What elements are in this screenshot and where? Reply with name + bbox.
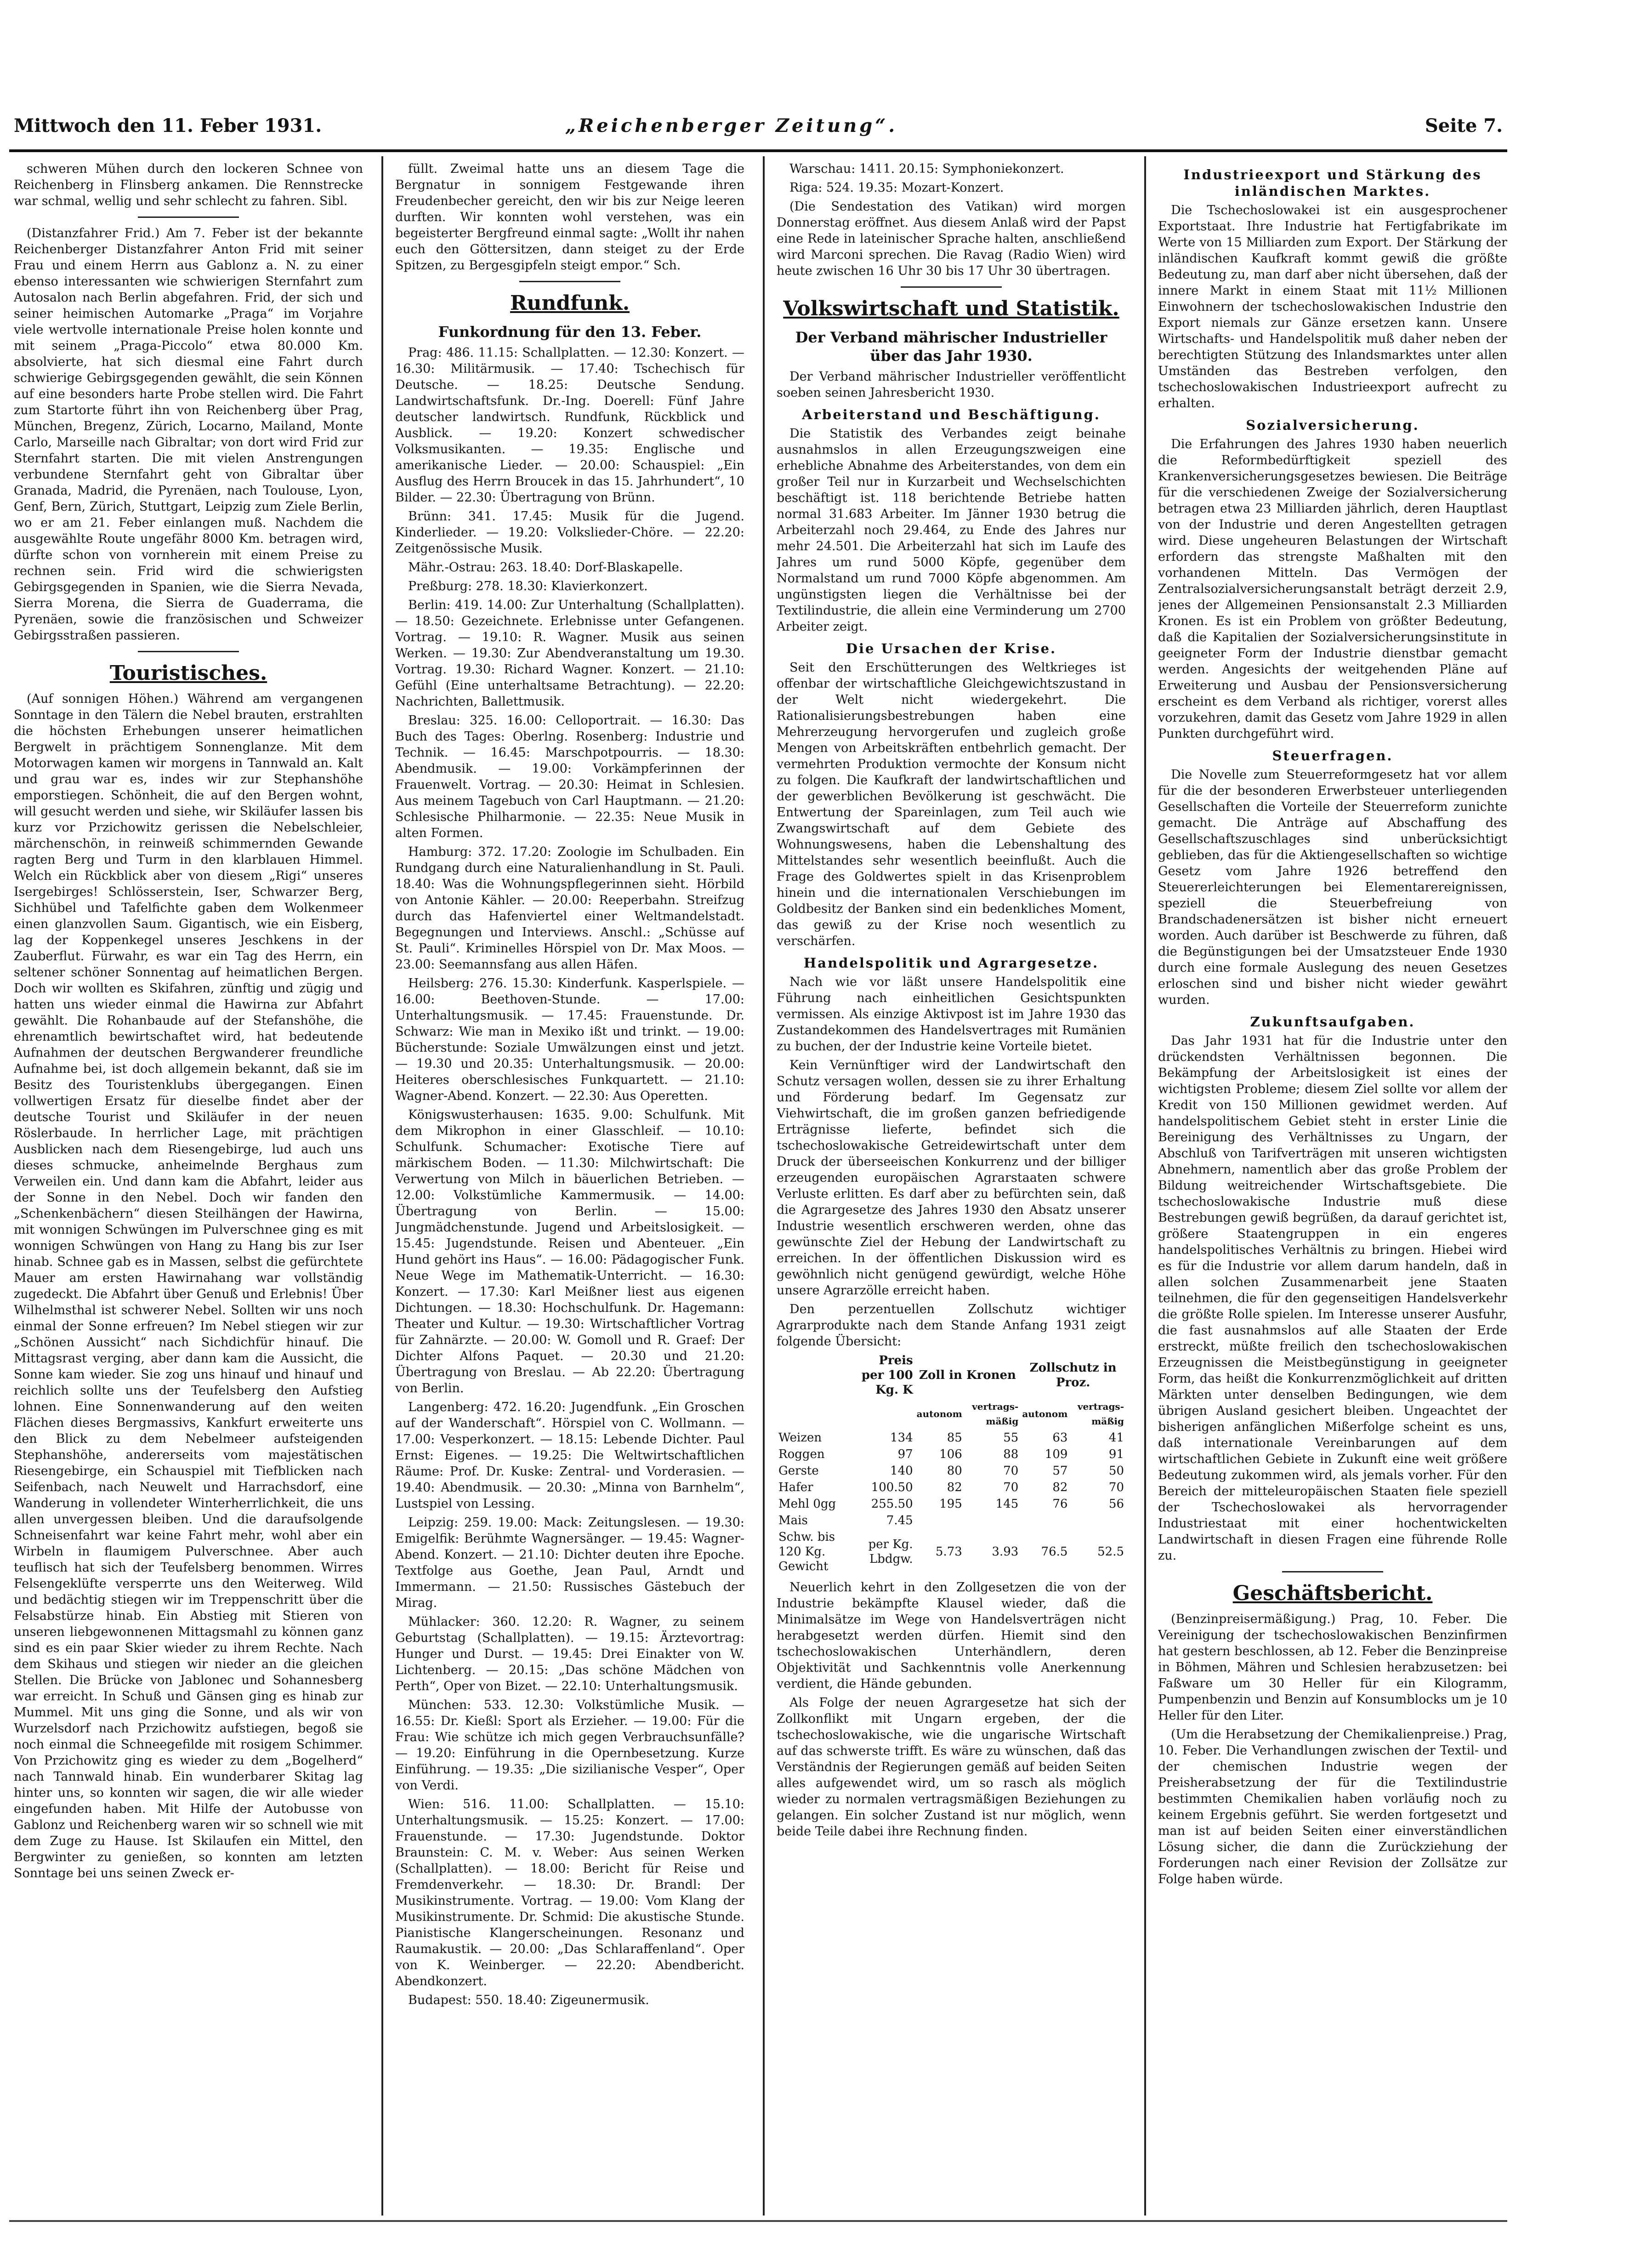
table-cell: 100.50	[871, 1481, 913, 1494]
table-cell: 76	[1052, 1497, 1068, 1511]
table-cell: 195	[939, 1497, 962, 1511]
article-text: Den perzentuellen Zollschutz wichtiger Agrarprodukte nach dem Stande Anfang 1931 zeigt folgende Übersicht:	[777, 1302, 1126, 1349]
table-cell: 106	[939, 1447, 962, 1461]
section-title: Volkswirtschaft und Statistik.	[783, 297, 1119, 320]
table-cell: Schw. bis 120 Kg. Gewicht	[778, 1530, 835, 1573]
header-rule	[9, 149, 1507, 152]
table-cell: 57	[1052, 1464, 1068, 1478]
separator	[138, 216, 239, 218]
table-cell: Hafer	[778, 1481, 813, 1494]
table-body	[777, 1430, 1126, 1575]
tariff-table	[777, 1352, 1126, 1575]
table-cell	[1069, 1512, 1126, 1529]
radio-listing: Wien: 516. 11.00: Schallplatten. — 15.10: Unterhaltungsmusik. — 15.25: Konzert. — 17.00: Frauenstunde. — 17.30: Jugendstunde. Doktor Braunstein: C. M. v. Weber: Aus seinen Werken (Schallplatten). — 18.00: Bericht für Reise und Fremdenverkehr. — 18.30: Dr. Brandl: Der Musikinstrumente. Vortrag. — 19.00: Vom Klang der Musikinstrumente. Dr. Schmid: Die akustische Stunde. Pianistische Klangerscheinungen. Resonanz und Raumakustik. — 20.00: „Das Schlaraffenland“. Oper von K. Weinberger. — 22.20: Abendbericht. Abendkonzert.	[395, 1797, 744, 1988]
article-text: (Die Sendestation des Vatikan) wird morgen Donnerstag eröffnet. Aus diesem Anlaß wird der Papst eine Rede in lateinischer Sprache halten, anschließend wird Marconi sprechen. Die Ravag (Radio Wien) wird heute zwischen 16 Uhr 30 bis 17 Uhr 30 übertragen.	[777, 199, 1126, 278]
article-text: Die Statistik des Verbandes zeigt beinahe ausnahmslos in allen Erzeugungszweigen eine erhebliche Abnahme des Arbeiterstandes, von dem ein großer Teil nur in Kurzarbeit und Wechselschichten beschäftigt ist. 118 berichtende Betriebe hatten normal 31.683 Arbeiter. Im Jänner 1930 betrug die Arbeiterzahl noch 29.464, zu Ende des Jahres nur mehr 24.501. Die Arbeiterzahl hat sich im Laufe des Jahres um rund 5000 Köpfe, gegenüber dem Normalstand um rund 7000 Köpfe abgenommen. Am ungünstigsten liegen die Verhältnisse bei der Textilindustrie, die allein eine Verminderung um 2700 Arbeiter zeigt.	[777, 427, 1126, 634]
section-title: Geschäftsbericht.	[1232, 1582, 1433, 1605]
article-text: füllt. Zweimal hatte uns an diesem Tage die Bergnatur in sonnigem Festgewande ihren Freudenbecher gereicht, den wir bis zur Neige leeren durften. Wir konnten wohl verstehen, was ein begeisterter Bergfreund einmal sagte: „Wollt ihr nahen euch den Göttersitzen, dann steiget zu der Erde Spitzen, zu Bergesgipfeln steigt empor.“ Sch.	[395, 162, 744, 273]
table-cell: 70	[1108, 1481, 1124, 1494]
table-row	[777, 1446, 1126, 1463]
table-cell: 41	[1108, 1431, 1124, 1445]
column-1	[14, 161, 363, 2211]
radio-listing: Berlin: 419. 14.00: Zur Unterhaltung (Schallplatten). — 18.50: Gezeichnete. Erlebnisse unter Gefangenen. Vortrag. — 19.10: R. Wagner. Musik aus seinen Werken. — 19.30: Zur Abendveranstaltung um 19.30. Vortrag. 19.30: Richard Wagner. Konzert. — 21.10: Gefühl (Eine unterhaltsame Betrachtung). — 22.20: Nachrichten, Ballettmusik.	[395, 598, 744, 709]
table-cell: 109	[1045, 1447, 1068, 1461]
table-cell: 55	[1003, 1431, 1019, 1445]
table-cell: 134	[890, 1431, 913, 1445]
section-title: Touristisches.	[109, 661, 267, 685]
table-header-row	[777, 1352, 1126, 1398]
radio-listing: Preßburg: 278. 18.30: Klavierkonzert.	[408, 579, 648, 593]
article-text: schweren Mühen durch den lockeren Schnee von Reichenberg in Flinsberg ankamen. Die Rennstrecke war schmal, wellig und sehr schlecht zu fahren. Sibl.	[14, 162, 363, 208]
table-cell: 3.93	[992, 1545, 1019, 1559]
table-header	[777, 1398, 851, 1430]
table-cell: Weizen	[778, 1431, 822, 1445]
table-header	[777, 1352, 851, 1398]
table-cell: 255.50	[871, 1497, 913, 1511]
subheading: Steuerfragen.	[1272, 748, 1393, 763]
separator	[519, 281, 620, 282]
article-text: Nach wie vor läßt unsere Handelspolitik eine Führung nach einheitlichen Gesichtspunkten vermissen. Als einzige Aktivpost ist im Jahre 1930 das Zustandekommen des Handelsvertrages mit Rumänien zu buchen, der der Industrie keine Vorteile bietet.	[777, 975, 1126, 1054]
footer-rule	[9, 2220, 1507, 2222]
column-divider	[763, 156, 765, 2216]
subheading: Sozialversicherung.	[1246, 417, 1419, 433]
newspaper-title: „Reichenberger Zeitung“.	[565, 115, 898, 137]
radio-listing: Breslau: 325. 16.00: Celloportrait. — 16.30: Das Buch des Tages: Oberlng. Rosenberg: Industrie und Technik. — 16.45: Marschpotpourris. — 18.30: Abendmusik. — 19.00: Vorkämpferinnen der Frauenwelt. Vortrag. — 20.30: Heimat in Schlesien. Aus meinem Tagebuch von Carl Hauptmann. — 21.20: Schlesische Philharmonie. — 22.35: Neue Musik in alten Formen.	[395, 713, 744, 840]
radio-listing: Heilsberg: 276. 15.30: Kinderfunk. Kasperlspiele. — 16.00: Beethoven-Stunde. — 17.00: Unterhaltungsmusik. — 17.45: Frauenstunde. Dr. Schwarz: Wie man in Mexiko ißt und trinkt. — 19.00: Bücherstunde: Soziale Umwälzungen einst und jetzt. — 19.30 und 20.35: Unterhaltungsmusik. — 20.00: Heiteres oberschlesisches Funkquartett. — 21.10: Wagner-Abend. Konzert. — 22.30: Aus Operetten.	[395, 976, 744, 1103]
radio-listing: Budapest: 550. 18.40: Zigeunermusik.	[408, 1993, 649, 2007]
article-text: Neuerlich kehrt in den Zollgesetzen die von der Industrie bekämpfte Klausel wieder, daß die Minimalsätze im Wege von Handelsverträgen nicht herabgesetzt werden dürfen. Hiemit sind den tschechoslowakischen Unterhändlern, deren Objektivität und Sachkenntnis volle Anerkennung verdient, die Hände gebunden.	[777, 1580, 1126, 1691]
article-text: Als Folge der neuen Agrargesetze hat sich der Zollkonflikt mit Ungarn ergeben, der die tschechoslowakische, wie die ungarische Wirtschaft auf das schwerste trifft. Es wäre zu wünschen, daß das Verständnis der Regierungen gemäß auf beiden Seiten alles aufgewendet wird, um so rasch als möglich wieder zu normalen vertragsmäßigen Beziehungen zu gelangen. Ein solcher Zustand ist nur möglich, wenn beide Teile dabei ihre Rechnung finden.	[777, 1696, 1126, 1839]
table-cell: Roggen	[778, 1447, 825, 1461]
table-cell: 91	[1108, 1447, 1124, 1461]
table-row	[777, 1496, 1126, 1512]
radio-listing: Prag: 486. 11.15: Schallplatten. — 12.30: Konzert. — 16.30: Militärmusik. — 17.40: Tschechisch für Deutsche. — 18.25: Deutsche Sendung. Landwirtschaftsfunk. Dr.-Ing. Doerell: Fünf Jahre deutscher landwirtsch. Rundfunk, Rückblick und Ausblick. — 19.20: Konzert schwedischer Volksmusikanten. — 19.35: Englische und amerikanische Lieder. — 20.00: Schauspiel: „Ein Ausflug des Herrn Broucek in das 15. Jahrhundert“, 10 Bilder. — 22.30: Übertragung von Brünn.	[395, 346, 744, 505]
page-number: Seite 7.	[1425, 115, 1503, 137]
table-cell	[1020, 1512, 1069, 1529]
column-4	[1158, 161, 1507, 2211]
issue-date: Mittwoch den 11. Feber 1931.	[14, 115, 322, 137]
separator	[1282, 1571, 1383, 1572]
table-cell: 7.45	[886, 1514, 913, 1527]
radio-listing: München: 533. 12.30: Volkstümliche Musik. — 16.55: Dr. Kießl: Sport als Erzieher. — 19.00: Für die Frau: Wie schütze ich mich gegen Verbrauchsunfälle? — 19.20: Einführung in die Opernbesetzung. Kurze Einführung. — 19.35: „Die sizilianische Vesper“, Oper von Verdi.	[395, 1698, 744, 1793]
table-cell: 97	[897, 1447, 913, 1461]
column-divider	[1144, 156, 1146, 2216]
radio-listing: Mühlacker: 360. 12.20: R. Wagner, zu seinem Geburtstag (Schallplatten). — 19.15: Ärztevortrag: Hunger und Durst. — 19.45: Drei Einakter von W. Lichtenberg. — 20.15: „Das schöne Mädchen von Perth“, Oper von Bizet. — 22.10: Unterhaltungsmusik.	[395, 1615, 744, 1693]
table-subheader: autonom	[916, 1408, 962, 1419]
section-subtitle: Der Verband mährischer Industrieller über das Jahr 1930.	[795, 329, 1107, 365]
table-header	[851, 1398, 915, 1430]
radio-listing: Langenberg: 472. 16.20: Jugendfunk. „Ein Groschen auf der Wanderschaft“. Hörspiel von C. Wollmann. — 17.00: Vesperkonzert. — 18.15: Lebende Dichter. Paul Ernst: Eigenes. — 19.25: Die Weltwirtschaftlichen Räume: Prof. Dr. Kuske: Zentral- und Vorderasien. — 19.40: Abendmusik. — 20.30: „Minna von Barnhelm“, Lustspiel von Lessing.	[395, 1400, 744, 1511]
table-cell: per Kg. Lbdgw.	[868, 1538, 913, 1566]
radio-listing: Brünn: 341. 17.45: Musik für die Jugend. Kinderlieder. — 19.20: Volkslieder-Chöre. — 22.20: Zeitgenössische Musik.	[395, 509, 744, 556]
article-text: Das Jahr 1931 hat für die Industrie unter den drückendsten Verhältnissen begonnen. Die Bekämpfung der Arbeitslosigkeit ist eines der wichtigsten Probleme; diesem Ziel sollte vor allem der Kredit von 150 Millionen gewidmet werden. Auf handelspolitischem Gebiet steht in erster Linie die Bereinigung des Verhältnisses zu Ungarn, der Abschluß von Tarifverträgen mit unseren wichtigsten Abnehmern, namentlich aber das große Problem der Bildung weitreichender Wirtschaftsgebiete. Die tschechoslowakische Industrie muß diese Bestrebungen gewiß begrüßen, da darauf gerichtet ist, größere Staatengruppen in ein engeres handelspolitisches Verhältnis zu bringen. Hiebei wird es für die Industrie vor allem darum handeln, daß in allen solchen Zusammenarbeit jene Staaten teilnehmen, die für den gegenseitigen Handelsverkehr die größte Rolle spielen. Im Interesse unserer Ausfuhr, die fast ausnahmslos auf alle Staaten der Erde erstreckt, müßte freilich den tschechoslowakischen Erzeugnissen die Meistbegünstigung in geeigneter Form, das heißt die Konkurrenzmöglichkeit auf dritten Märkten unter denselben Bedingungen, wie dem übrigen Ausland gesichert bleiben. Ungeachtet der bisherigen anfänglichen Mißerfolge scheint es uns, daß internationale Vereinbarungen auf dem wirtschaftlichen Gebiete in Zukunft eine weit größere Bedeutung zukommen wird, als jemals vorher. Für den Bereich der mitteleuropäischen Staaten fiele speziell der Tschechoslowakei als hervorragender Industriestaat mit einer hochentwickelten Landwirtschaft in diesen Fragen eine führende Rolle zu.	[1158, 1034, 1507, 1563]
table-cell: 63	[1052, 1431, 1068, 1445]
subheading: Handelspolitik und Agrargesetze.	[803, 955, 1099, 971]
article-text: Seit den Erschütterungen des Weltkrieges ist offenbar der wirtschaftliche Gleichgewichtszustand in der Welt nicht wiedergekehrt. Die Rationalisierungsbestrebungen haben eine Mehrerzeugung hervorgerufen und zugleich große Mengen von Arbeitskräften entbehrlich gemacht. Der vermehrten Produktion vermochte der Konsum nicht zu folgen. Die Kaufkraft der landwirtschaftlichen und der gewerblichen Bevölkerung ist geschwächt. Die Entwertung der Spareinlagen, zum Teil auch wie Zwangswirtschaft auf dem Gebiete des Wohnungswesens, haben die Lebenshaltung des Mittelstandes sehr wesentlich beeinflußt. Auch die Frage des Goldwertes spielt in das Krisenproblem hinein und die internationalen Verschiebungen im Goldbesitz der Banken sind ein bedenkliches Moment, das gewiß zu der Krise noch wesentlich zu verschärfen.	[777, 661, 1126, 948]
masthead	[14, 115, 1503, 142]
table-cell	[915, 1512, 964, 1529]
subheading: Zukunftsaufgaben.	[1250, 1014, 1415, 1030]
table-row	[777, 1463, 1126, 1479]
radio-listing: Mähr.-Ostrau: 263. 18.40: Dorf-Blaskapelle.	[408, 560, 683, 575]
radio-listing: Warschau: 1411. 20.15: Symphoniekonzert.	[789, 162, 1064, 176]
table-cell: 56	[1108, 1497, 1124, 1511]
table-cell: Mehl 0gg	[778, 1497, 836, 1511]
table-cell: 88	[1003, 1447, 1019, 1461]
table-subheader: vertrags-mäßig	[972, 1401, 1019, 1427]
table-header: Zoll in Kronen	[919, 1368, 1016, 1382]
column-2	[395, 161, 744, 2211]
article-text: (Auf sonnigen Höhen.) Während am vergangenen Sonntage in den Tälern die Nebel brauten, erstrahlten die höchsten Erhebungen unserer heimatlichen Bergwelt in prächtigem Sonnenglanze. Mit dem Motorwagen kamen wir morgens in Tannwald an. Kalt und grau war es, indes wir zur Stephanshöhe emporstiegen. Schönheit, die auf den Bergen wohnt, will gesucht werden und siehe, wir Skiläufer lassen bis kurz vor Przichowitz gerissen die Nebelschleier, märchenschön, in reinweiß schimmernden Gewande ragten Berg und Turm in den klarblauen Himmel. Welch ein Rückblick aber von diesem „Rigi“ unseres Isergebirges! Schlösserstein, Iser, Schwarzer Berg, Sichhübel und Tafelfichte gaben dem Wolkenmeer einen glanzvollen Saum. Gigantisch, wie ein Eisberg, lag der Koppenkegel unseres Jeschkens in der Zauberflut. Fürwahr, es war ein Tag des Herrn, ein seltener schöner Sonnentag auf heimatlichen Bergen. Doch wir wollten es Skifahren, zünftig und zügig und hatten uns wieder einmal die Hawirna zur Abfahrt gewählt. Die Rohanbaude auf der Stefanshöhe, die ehrenamtlich bewirtschaftet wird, hat bedeutende Aufnahmen der deutschen Bergwanderer freundliche Aufnahme bei, ist doch allgemein bekannt, daß sie im Besitz des Touristenklubs übergegangen. Einen vollwertigen Ersatz für dieselbe findet aber der deutsche Tourist und Skiläufer in der neuen Röslerbaude. In herrlicher Lage, mit prächtigen Ausblicken nach dem Riesengebirge, lud auch uns dieses schmucke, anheimelnde Berghaus zum Verweilen ein. Und dann kam die Abfahrt, leider aus der Sonne in den Nebel. Doch wir fanden den „Schenkenbächern“ diesen Steilhängen der Hawirna, mit wonnigen Schwüngen im Pulverschnee ging es mit wonnigen Schwüngen von Hang zu Hang bis zur Iser hinab. Schnee gab es in Massen, selbst die gefürchtete Mauer am ersten Hawirnahang war vollständig zugedeckt. Die Abfahrt über Genuß und Erlebnis! Über Wilhelmsthal ist schwerer Nebel. Sollten wir uns noch einmal der Sonne erfreuen? Im Nebel stiegen wir zur „Schönen Aussicht“ nach Sichdichfür hinauf. Die Mittagsrast verging, aber dann kam die Aussicht, die Sonne kam wieder. Sie zog uns hinauf und hinauf und reichlich sollte uns der Teufelsberg den Aufstieg lohnen. Eine Sonnenwanderung auf den weiten Flächen dieses Bergmassivs, Kankfurt erweiterte uns den Blick zu dem Nebelmeer aufsteigenden Stephanshöhe, andererseits vom majestätischen Riesengebirge, ein Schauspiel mit Tiefblicken nach Seifenbach, nach Neuwelt und Harrachsdorf, eine Wanderung in vollendeter Winterherrlichkeit, die uns allen unvergessen bleiben. Und die daraufsolgende Schneisenfahrt war keine Fahrt mehr, wohl aber ein Wirbeln in flaumigem Pulverschnee. Aber auch teuflisch hat sich der Teufelsberg benommen. Wirres Felsengeklüfte versperrte uns den Weiterweg. Wild und bedächtig stiegen wir im Treppenschritt über die Felsabstürze hinab. Ein Abstieg mit Stieren von unseren liebgewonnenen Mittagsmahl zu können ganz sind es ein paar Skier wieder zu ihrem Rechte. Nach dem Skihaus und stiegen wir nieder an die gleichen Stellen. Die Brücke von Jablonec und Sohannesberg war erreicht. In Schuß und Gänsen ging es hinab zur Mummel. Mit uns ging die Sonne, und als wir von Wurzelsdorf nach Przichowitz aufstiegen, begoß sie noch einmal die Schneegefilde mit rosigem Schimmer. Von Przichowitz ging es wieder zu dem „Bogelherd“ nach Tannwald hinab. Ein wunderbarer Skitag lag hinter uns, so konnten wir sagen, die wir alle wieder eingefunden haben. Mit Hilfe der Autobusse von Gablonz und Reichenberg waren wir so schnell wie mit dem Zuge zu Hause. Ist Skilaufen ein Mittel, den Bergwinter zu genießen, so konnten am letzten Sonntage bei uns seinen Zweck er-	[14, 692, 363, 1880]
article-text: Die Tschechoslowakei ist ein ausgesprochener Exportstaat. Ihre Industrie hat Fertigfabrikate im Werte von 15 Milliarden zum Export. Der Stärkung der inländischen Kaufkraft kommt gewiß die größte Bedeutung zu, man darf aber nicht übersehen, daß der innere Markt in einem Staat mit 11½ Millionen Einwohnern der tschechoslowakischen Industrie den Export niemals zur Gänze ersetzen kann. Unsere Wirtschafts- und Handelspolitik muß daher neben der berechtigten Stützung des Inlandsmarktes unter allen Umständen das Bestreben verfolgen, den tschechoslowakischen Industrieexport aufrecht zu erhalten.	[1158, 203, 1507, 410]
article-text: (Um die Herabsetzung der Chemikalienpreise.) Prag, 10. Feber. Die Verhandlungen zwischen der Textil- und der chemischen Industrie wegen der Preisherabsetzung der für die Textilindustrie bestimmten Chemikalien haben vorläufig noch zu keinem Ergebnis geführt. Sie werden fortgesetzt und man ist auf beiden Seiten einer einverständlichen Lösung sicher, die dann die Zurückziehung der Forderungen nach einer Revision der Zollsätze zur Folge haben würde.	[1158, 1727, 1507, 1886]
table-cell: 76.5	[1041, 1545, 1068, 1559]
table-cell: 85	[947, 1431, 962, 1445]
section-subtitle: Funkordnung für den 13. Feber.	[438, 323, 702, 341]
radio-listing: Hamburg: 372. 17.20: Zoologie im Schulbaden. Ein Rundgang durch eine Naturalienhandlung in St. Pauli. 18.40: Was die Wohnungspflegerinnen sieht. Hörbild von Antonie Kähler. — 20.00: Reeperbahn. Streifzug durch das Hafenviertel einer Weltmandelstadt. Begegnungen und Interviews. Anschl.: „Schüsse auf St. Pauli“. Kriminelles Hörspiel von Dr. Max Moos. — 23.00: Seemannsfang aus allen Häfen.	[395, 845, 744, 972]
table-cell: 70	[1003, 1481, 1019, 1494]
article-text: Kein Vernünftiger wird der Landwirtschaft den Schutz versagen wollen, dessen sie zu ihrer Erhaltung und Förderung bedarf. Im Gegensatz zur Viehwirtschaft, die im großen ganzen befriedigende Erträgnisse lieferte, befindet sich die tschechoslowakische Getreidewirtschaft unter dem Druck der überseeischen Konkurrenz und der billiger erzeugenden europäischen Agrarstaaten schwere Verluste erlitten. Es darf aber zu befürchten sein, daß die Agrargesetze des Jahres 1930 den Absatz unserer Industrie wesentlich erschweren werden, ohne das gewünschte Ziel der Hebung der Landwirtschaft zu erreichen. In der öffentlichen Diskussion wird es gewöhnlich nicht genügend gewürdigt, welche Höhe unsere Agrarzölle erreicht haben.	[777, 1058, 1126, 1298]
table-subheader: autonom	[1022, 1408, 1068, 1419]
table-cell: 145	[995, 1497, 1019, 1511]
section-title: Rundfunk.	[510, 291, 630, 315]
radio-listing: Leipzig: 259. 19.00: Mack: Zeitungslesen. — 19.30: Emigelfik: Berühmte Wagnersänger. — 19.45: Wagner-Abend. Konzert. — 21.10: Dichter deuten ihre Epoche. Textfolge aus Goethe, Jean Paul, Arndt und Immermann. — 21.50: Russisches Gästebuch der Mirag.	[395, 1515, 744, 1610]
column-divider	[381, 156, 383, 2216]
subheading: Die Ursachen der Krise.	[846, 641, 1057, 656]
table-cell: Gerste	[778, 1464, 819, 1478]
article-text: Die Erfahrungen des Jahres 1930 haben neuerlich die Reformbedürftigkeit speziell des Krankenversicherungsgesetzes bewiesen. Die Beiträge für die verschiedenen Zweige der Sozialversicherung betragen etwa 23 Milliarden jährlich, deren Hauptlast von der Industrie und deren Angestellten getragen wird. Diese ungeheuren Belastungen der Wirtschaft erfordern das strengste Maßhalten mit den vorhandenen Mitteln. Das Vermögen der Zentralsozialversicherungsanstalt beträgt derzeit 2.9, jenes der Allgemeinen Pensionsanstalt 2.3 Milliarden Kronen. Es ist ein Problem von größter Bedeutung, daß die Kapitalien der Sozialversicherungsinstitute in geeigneter Form der Industrie dienstbar gemacht werden. Angesichts der weitgehenden Pläne auf Erweiterung und Ausbau der Pensionsversicherung erscheint es dem Verband als richtiger, vorerst alles vorzukehren, damit das Gesetz vom Jahre 1929 in allen Punkten durchgeführt wird.	[1158, 437, 1507, 741]
table-cell: 140	[890, 1464, 913, 1478]
table-subheader: vertrags-mäßig	[1077, 1401, 1124, 1427]
table-cell	[964, 1512, 1021, 1529]
table-cell: 50	[1108, 1464, 1124, 1478]
table-row	[777, 1529, 1126, 1575]
table-cell: 70	[1003, 1464, 1019, 1478]
table-row	[777, 1512, 1126, 1529]
article-text: Der Verband mährischer Industrieller veröffentlicht soeben seinen Jahresbericht 1930.	[777, 370, 1126, 400]
table-header: Preis per 100 Kg. K	[861, 1354, 913, 1397]
radio-listing: Königswusterhausen: 1635. 9.00: Schulfunk. Mit dem Mikrophon in einer Glasschleif. — 10.10: Schulfunk. Schumacher: Exotische Tiere auf märkischem Boden. — 11.30: Milchwirtschaft: Die Verwertung von Milch in bäuerlichen Betrieben. — 12.00: Volkstümliche Kammermusik. — 14.00: Übertragung von Berlin. — 15.00: Jungmädchenstunde. Jugend und Arbeitslosigkeit. — 15.45: Jugendstunde. Reisen und Abenteuer. „Ein Hund gehört ins Haus“. — 16.00: Pädagogischer Funk. Neue Wege im Mathematik-Unterricht. — 16.30: Konzert. — 17.30: Karl Meißner liest aus eigenen Dichtungen. — 18.30: Hochschulfunk. Dr. Hagemann: Theater und Kultur. — 19.30: Wirtschaftlicher Vortrag für Zahnärzte. — 20.00: W. Gomoll und R. Graef: Der Dichter Alfons Paquet. — 20.30 und 21.20: Übertragung von Breslau. — Ab 22.20: Übertragung von Berlin.	[395, 1108, 744, 1395]
table-cell: 82	[1052, 1481, 1068, 1494]
separator	[901, 286, 1002, 288]
table-row	[777, 1430, 1126, 1446]
table-cell: 52.5	[1097, 1545, 1124, 1559]
table-cell: 82	[947, 1481, 962, 1494]
table-row	[777, 1479, 1126, 1496]
subheading: Industrieexport und Stärkung des inländischen Marktes.	[1183, 167, 1482, 199]
article-text: Die Novelle zum Steuerreformgesetz hat vor allem für die der besonderen Erwerbsteuer unterliegenden Gesellschaften die Vorteile der Steuerreform zunichte gemacht. Die Anträge auf Abschaffung des Gesellschaftszuschlages sind unberücksichtigt geblieben, das für die Aktiengesellschaften so wichtige Gesetz vom Jahre 1926 betreffend den Steuererleichterungen bei Elementarereignissen, speziell die Steuerbefreiung von Brandschadenersätzen ist bisher nicht erneuert worden. Auch darüber ist Beschwerde zu führen, daß die Begünstigungen bei der Umsatzsteuer Ende 1930 durch eine formale Auslegung des neuen Gesetzes erloschen sind und bisher nicht wieder gewährt wurden.	[1158, 768, 1507, 1007]
separator	[138, 651, 239, 652]
column-3	[777, 161, 1126, 2211]
subheading: Arbeiterstand und Beschäftigung.	[802, 407, 1101, 422]
table-cell: 5.73	[935, 1545, 962, 1559]
article-text: (Benzinpreisermäßigung.) Prag, 10. Feber. Die Vereinigung der tschechoslowakischen Benzinfirmen hat gestern beschlossen, ab 12. Feber die Benzinpreise in Böhmen, Mähren und Schlesien herabzusetzen: bei Faßware um 30 Heller für ein Kilogramm, Pumpenbenzin und Benzin auf Konsumblocks um je 10 Heller für den Liter.	[1158, 1612, 1507, 1723]
table-cell: 80	[947, 1464, 962, 1478]
table-header: Zollschutz in Proz.	[1029, 1361, 1117, 1390]
table-subheader-row	[777, 1398, 1126, 1430]
table-cell: Mais	[778, 1514, 808, 1527]
article-text: (Distanzfahrer Frid.) Am 7. Feber ist der bekannte Reichenberger Distanzfahrer Anton Frid mit seiner Frau und einem Herrn aus Gablonz a. N. zu einer ebenso interessanten wie schwierigen Sternfahrt zum Autosalon nach Berlin abgefahren. Frid, der sich und seiner heimischen Automarke „Praga“ im Vorjahre viele wertvolle internationale Preise holen konnte und mit seinem „Praga-Piccolo“ etwa 80.000 Km. absolvierte, hat sich diesmal eine Fahrt durch schwierige Gebirgsgegenden gewählt, die sein Können auf eine besonders harte Probe stellen wird. Die Fahrt zum Startorte führt ihn von Reichenberg über Prag, München, Bregenz, Zürich, Locarno, Mailand, Monte Carlo, Marseille nach Gibraltar; von dort wird Frid zur Sternfahrt starten. Die mit vielen Anstrengungen verbundene Sternfahrt geht von Gibraltar über Granada, Madrid, die Pyrenäen, nach Toulouse, Lyon, Genf, Bern, Zürich, Stuttgart, Leipzig zum Ziele Berlin, wo er am 21. Feber einlangen muß. Nachdem die ausgewählte Route ungefähr 8000 Km. betragen wird, dürfte schon von vornherein mit einem Preise zu rechnen sein. Frid wird die schwierigsten Gebirgsgegenden in Spanien, wie die Sierra Nevada, Sierra Morena, die Sierra de Guaderrama, die Pyrenäen, sowie die französischen und Schweizer Gebirgsstraßen passieren.	[14, 226, 363, 643]
radio-listing: Riga: 524. 19.35: Mozart-Konzert.	[789, 181, 1004, 195]
